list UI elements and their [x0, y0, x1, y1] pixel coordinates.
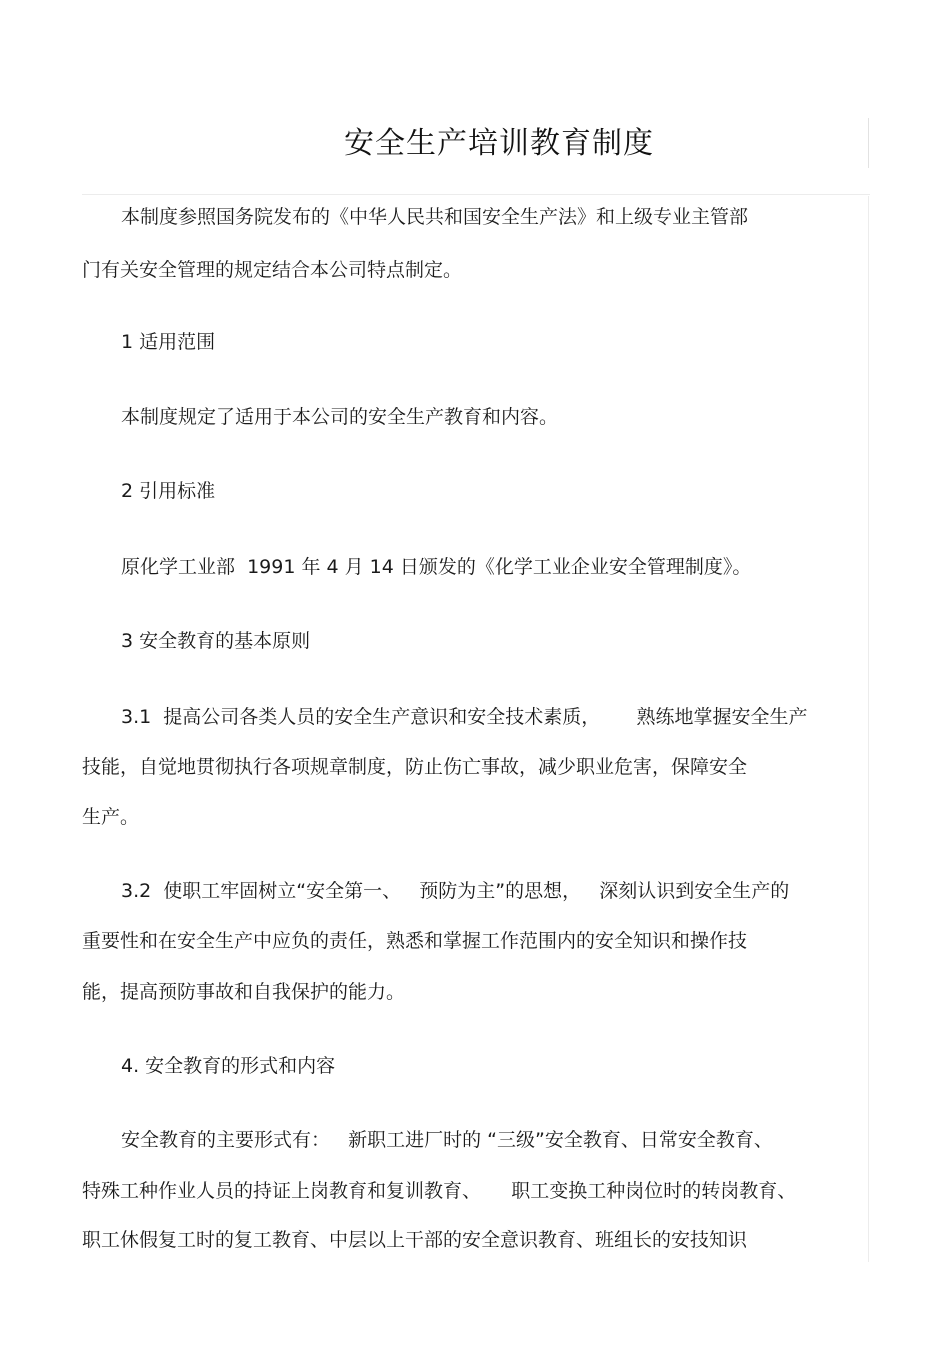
forms-line-2: 特殊工种作业人员的持证上岗教育和复训教育、 职工变换工种岗位时的转岗教育、 [82, 1180, 797, 1202]
principle-3-2-line-1: 3.2 使职工牢固树立“安全第一、 预防为主”的思想， 深刻认识到安全生产的 [121, 880, 790, 902]
principle-3-1-line-1: 3.1 提高公司各类人员的安全生产意识和安全技术素质， 熟练地掌握安全生产 [121, 706, 808, 728]
principle-3-2-line-3: 能，提高预防事故和自我保护的能力。 [82, 981, 406, 1003]
document-title: 安全生产培训教育制度 [344, 126, 654, 161]
section-heading-references: 2 引用标准 [121, 480, 216, 502]
references-text: 原化学工业部 1991 年 4 月 14 日颁发的《化学工业企业安全管理制度》。 [121, 556, 752, 578]
principle-3-1-line-2: 技能，自觉地贯彻执行各项规章制度，防止伤亡事故，减少职业危害，保障安全 [82, 756, 748, 778]
section-heading-principles: 3 安全教育的基本原则 [121, 630, 311, 652]
intro-line-1: 本制度参照国务院发布的《中华人民共和国安全生产法》和上级专业主管部 [121, 206, 749, 228]
page-edge-line [868, 196, 869, 1262]
forms-line-3: 职工休假复工时的复工教育、中层以上干部的安全意识教育、班组长的安技知识 [82, 1229, 748, 1251]
principle-3-2-line-2: 重要性和在安全生产中应负的责任，熟悉和掌握工作范围内的安全知识和操作技 [82, 930, 748, 952]
section-heading-scope: 1 适用范围 [121, 331, 216, 353]
forms-line-1: 安全教育的主要形式有： 新职工进厂时的 “三级”安全教育、日常安全教育、 [121, 1129, 773, 1151]
scope-text: 本制度规定了适用于本公司的安全生产教育和内容。 [121, 406, 559, 428]
header-divider [82, 194, 870, 195]
principle-3-1-line-3: 生产。 [82, 806, 140, 828]
intro-line-2: 门有关安全管理的规定结合本公司特点制定。 [82, 259, 463, 281]
section-heading-forms: 4. 安全教育的形式和内容 [121, 1055, 336, 1077]
